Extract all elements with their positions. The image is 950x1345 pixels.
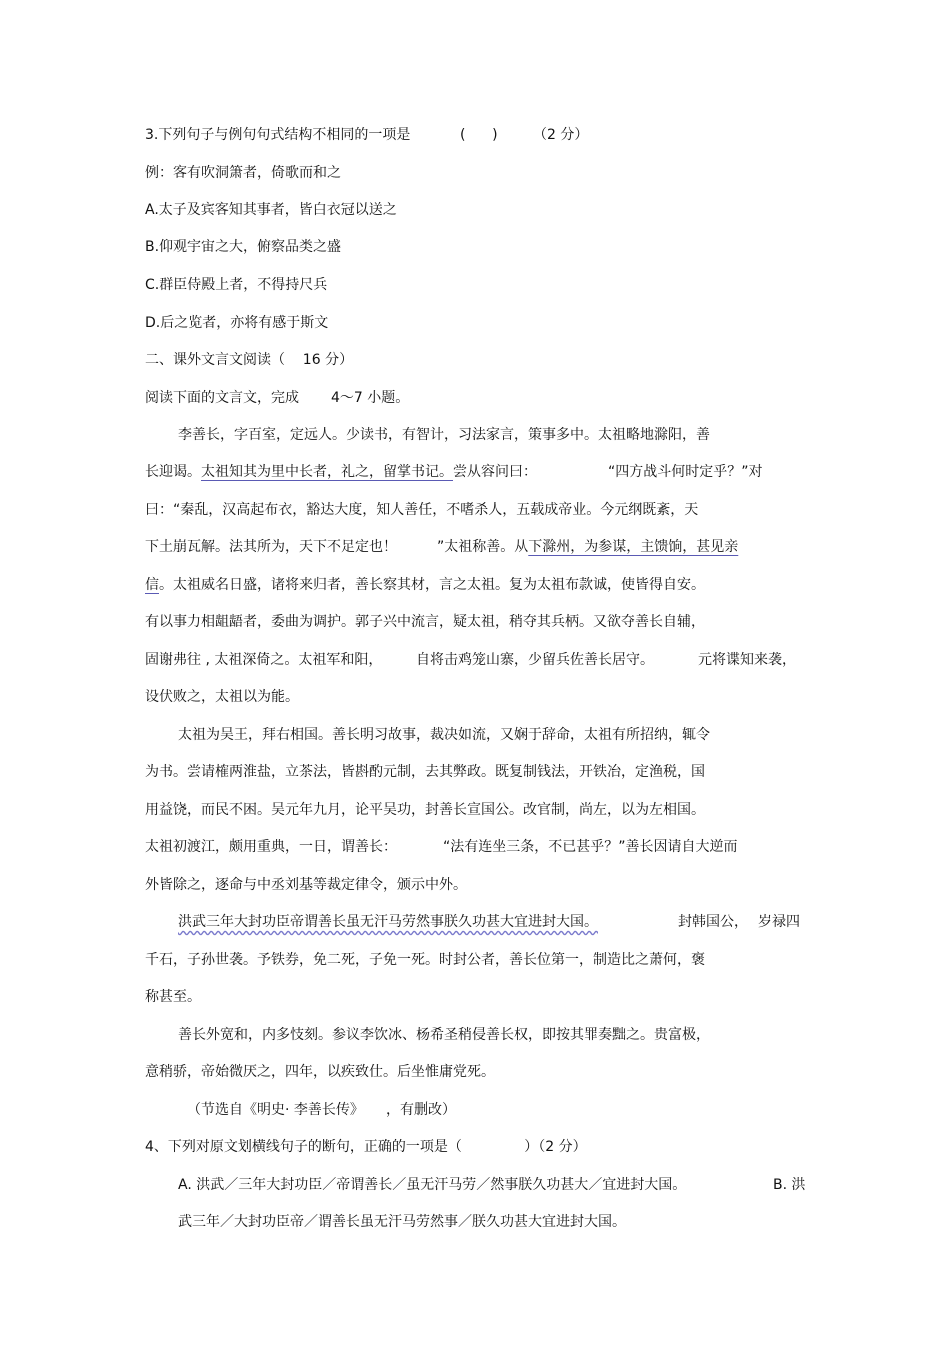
q4-option-a: A. 洪武／三年大封功臣／帝谓善长／虽无汗马劳／然事朕久功甚大／宜进封大国。	[178, 1177, 687, 1193]
q3-stem: 3.下列句子与例句句式结构不相同的一项是	[145, 127, 411, 143]
passage-line: 意稍骄，帝始微厌之，四年，以疾致仕。后坐惟庸党死。	[145, 1064, 495, 1080]
passage-quote: “四方战斗何时定乎？”对	[608, 464, 763, 480]
source-citation: （节选自《明史· 李善长传》	[187, 1102, 364, 1118]
passage-text: 尝从容问曰：	[453, 464, 537, 480]
passage-line: 李善长，字百室，定远人。少读书，有智计，习法家言，策事多中。太祖略地滁阳，善	[178, 427, 710, 443]
passage-line: 有以事力相龃龉者，委曲为调护。郭子兴中流言，疑太祖，稍夺其兵柄。又欲夺善长自辅，	[145, 614, 705, 630]
passage-line: 太祖初渡江，颇用重典，一日，谓善长：	[145, 839, 397, 855]
passage-text: 长迎谒。	[145, 464, 201, 480]
underlined-sentence: 下滁州，为参谋，主馈饷，甚见亲	[528, 539, 739, 555]
passage-line: 自将击鸡笼山寨，少留兵佐善长居守。	[416, 652, 654, 668]
passage-line: 千石，子孙世袭。予铁券，免二死，子免一死。时封公者，善长位第一，制造比之萧何，褒	[145, 952, 705, 968]
q3-option-b: B.仰观宇宙之大，俯察品类之盛	[145, 239, 342, 255]
section-title: 二、课外文言文阅读（ 16 分）	[145, 352, 354, 368]
underlined-sentence: 太祖知其为里中长者，礼之，留掌书记。	[201, 464, 453, 480]
q4-stem: 4、下列对原文划横线句子的断句，正确的一项是（ ）（2 分）	[145, 1139, 587, 1155]
q3-option-d: D.后之览者，亦将有感于斯文	[145, 315, 329, 331]
instruction-range: 4～7 小题。	[331, 390, 410, 406]
passage-line: 固谢弗往 , 太祖深倚之。太祖军和阳，	[145, 652, 383, 668]
passage-text: ”太祖称善。从	[437, 539, 529, 555]
passage-line: 设伏败之，太祖以为能。	[145, 689, 299, 705]
passage-line: 用益饶，而民不困。吴元年九月，论平吴功，封善长宣国公。改官制，尚左，以为左相国。	[145, 802, 705, 818]
passage-quote: “法有连坐三条，不已甚乎？”善长因请自大逆而	[443, 839, 738, 855]
q3-answer-paren: ( )	[460, 127, 498, 143]
passage-line: 善长外宽和，内多忮刻。参议李饮冰、杨希圣稍侵善长权，即按其罪奏黜之。贵富极，	[178, 1027, 710, 1043]
passage-line: 下土崩瓦解。法其所为，天下不足定也！	[145, 539, 397, 555]
passage-line: 称甚至。	[145, 989, 201, 1005]
passage-line: 外皆除之，逐命与中丞刘基等裁定律令，颁示中外。	[145, 877, 467, 893]
passage-line: 曰：“秦乱，汉高起布衣，豁达大度，知人善任，不嗜杀人，五载成帝业。今元纲既紊，天	[145, 502, 699, 518]
passage-line: 为书。尝请榷两淮盐，立茶法，皆斟酌元制，去其弊政。既复制钱法，开铁冶，定渔税，国	[145, 764, 705, 780]
q3-score: （2 分）	[533, 127, 589, 143]
q4-option-b-cont: 武三年／大封功臣帝／谓善长虽无汗马劳然事／朕久功甚大宜进封大国。	[178, 1214, 626, 1230]
passage-text: 。太祖威名日盛，诸将来归者，善长察其材，言之太祖。复为太祖布款诚，使皆得自安。	[159, 577, 705, 593]
q4-option-b-start: B. 洪	[773, 1177, 806, 1193]
q3-option-c: C.群臣侍殿上者，不得持尺兵	[145, 277, 328, 293]
instruction-text: 阅读下面的文言文，完成	[145, 390, 299, 406]
passage-line	[145, 575, 705, 595]
source-note: ，有删改）	[386, 1102, 456, 1118]
q3-example: 例：客有吹洞箫者，倚歌而和之	[145, 165, 341, 181]
passage-line: 元将谍知来袭，	[698, 652, 796, 668]
passage-line	[145, 462, 537, 482]
passage-line: 封韩国公，	[678, 914, 748, 930]
passage-line: 太祖为吴王，拜右相国。善长明习故事，裁决如流，又娴于辞命，太祖有所招纳，辄令	[178, 727, 710, 743]
passage-line: 岁禄四	[758, 914, 800, 930]
underlined-sentence: 信	[145, 577, 159, 593]
q3-option-a: A.太子及宾客知其事者，皆白衣冠以送之	[145, 202, 397, 218]
passage-line	[437, 537, 738, 557]
underlined-sentence: 洪武三年大封功臣帝谓善长虽无汗马劳然事朕久功甚大宜进封大国。	[178, 914, 598, 930]
